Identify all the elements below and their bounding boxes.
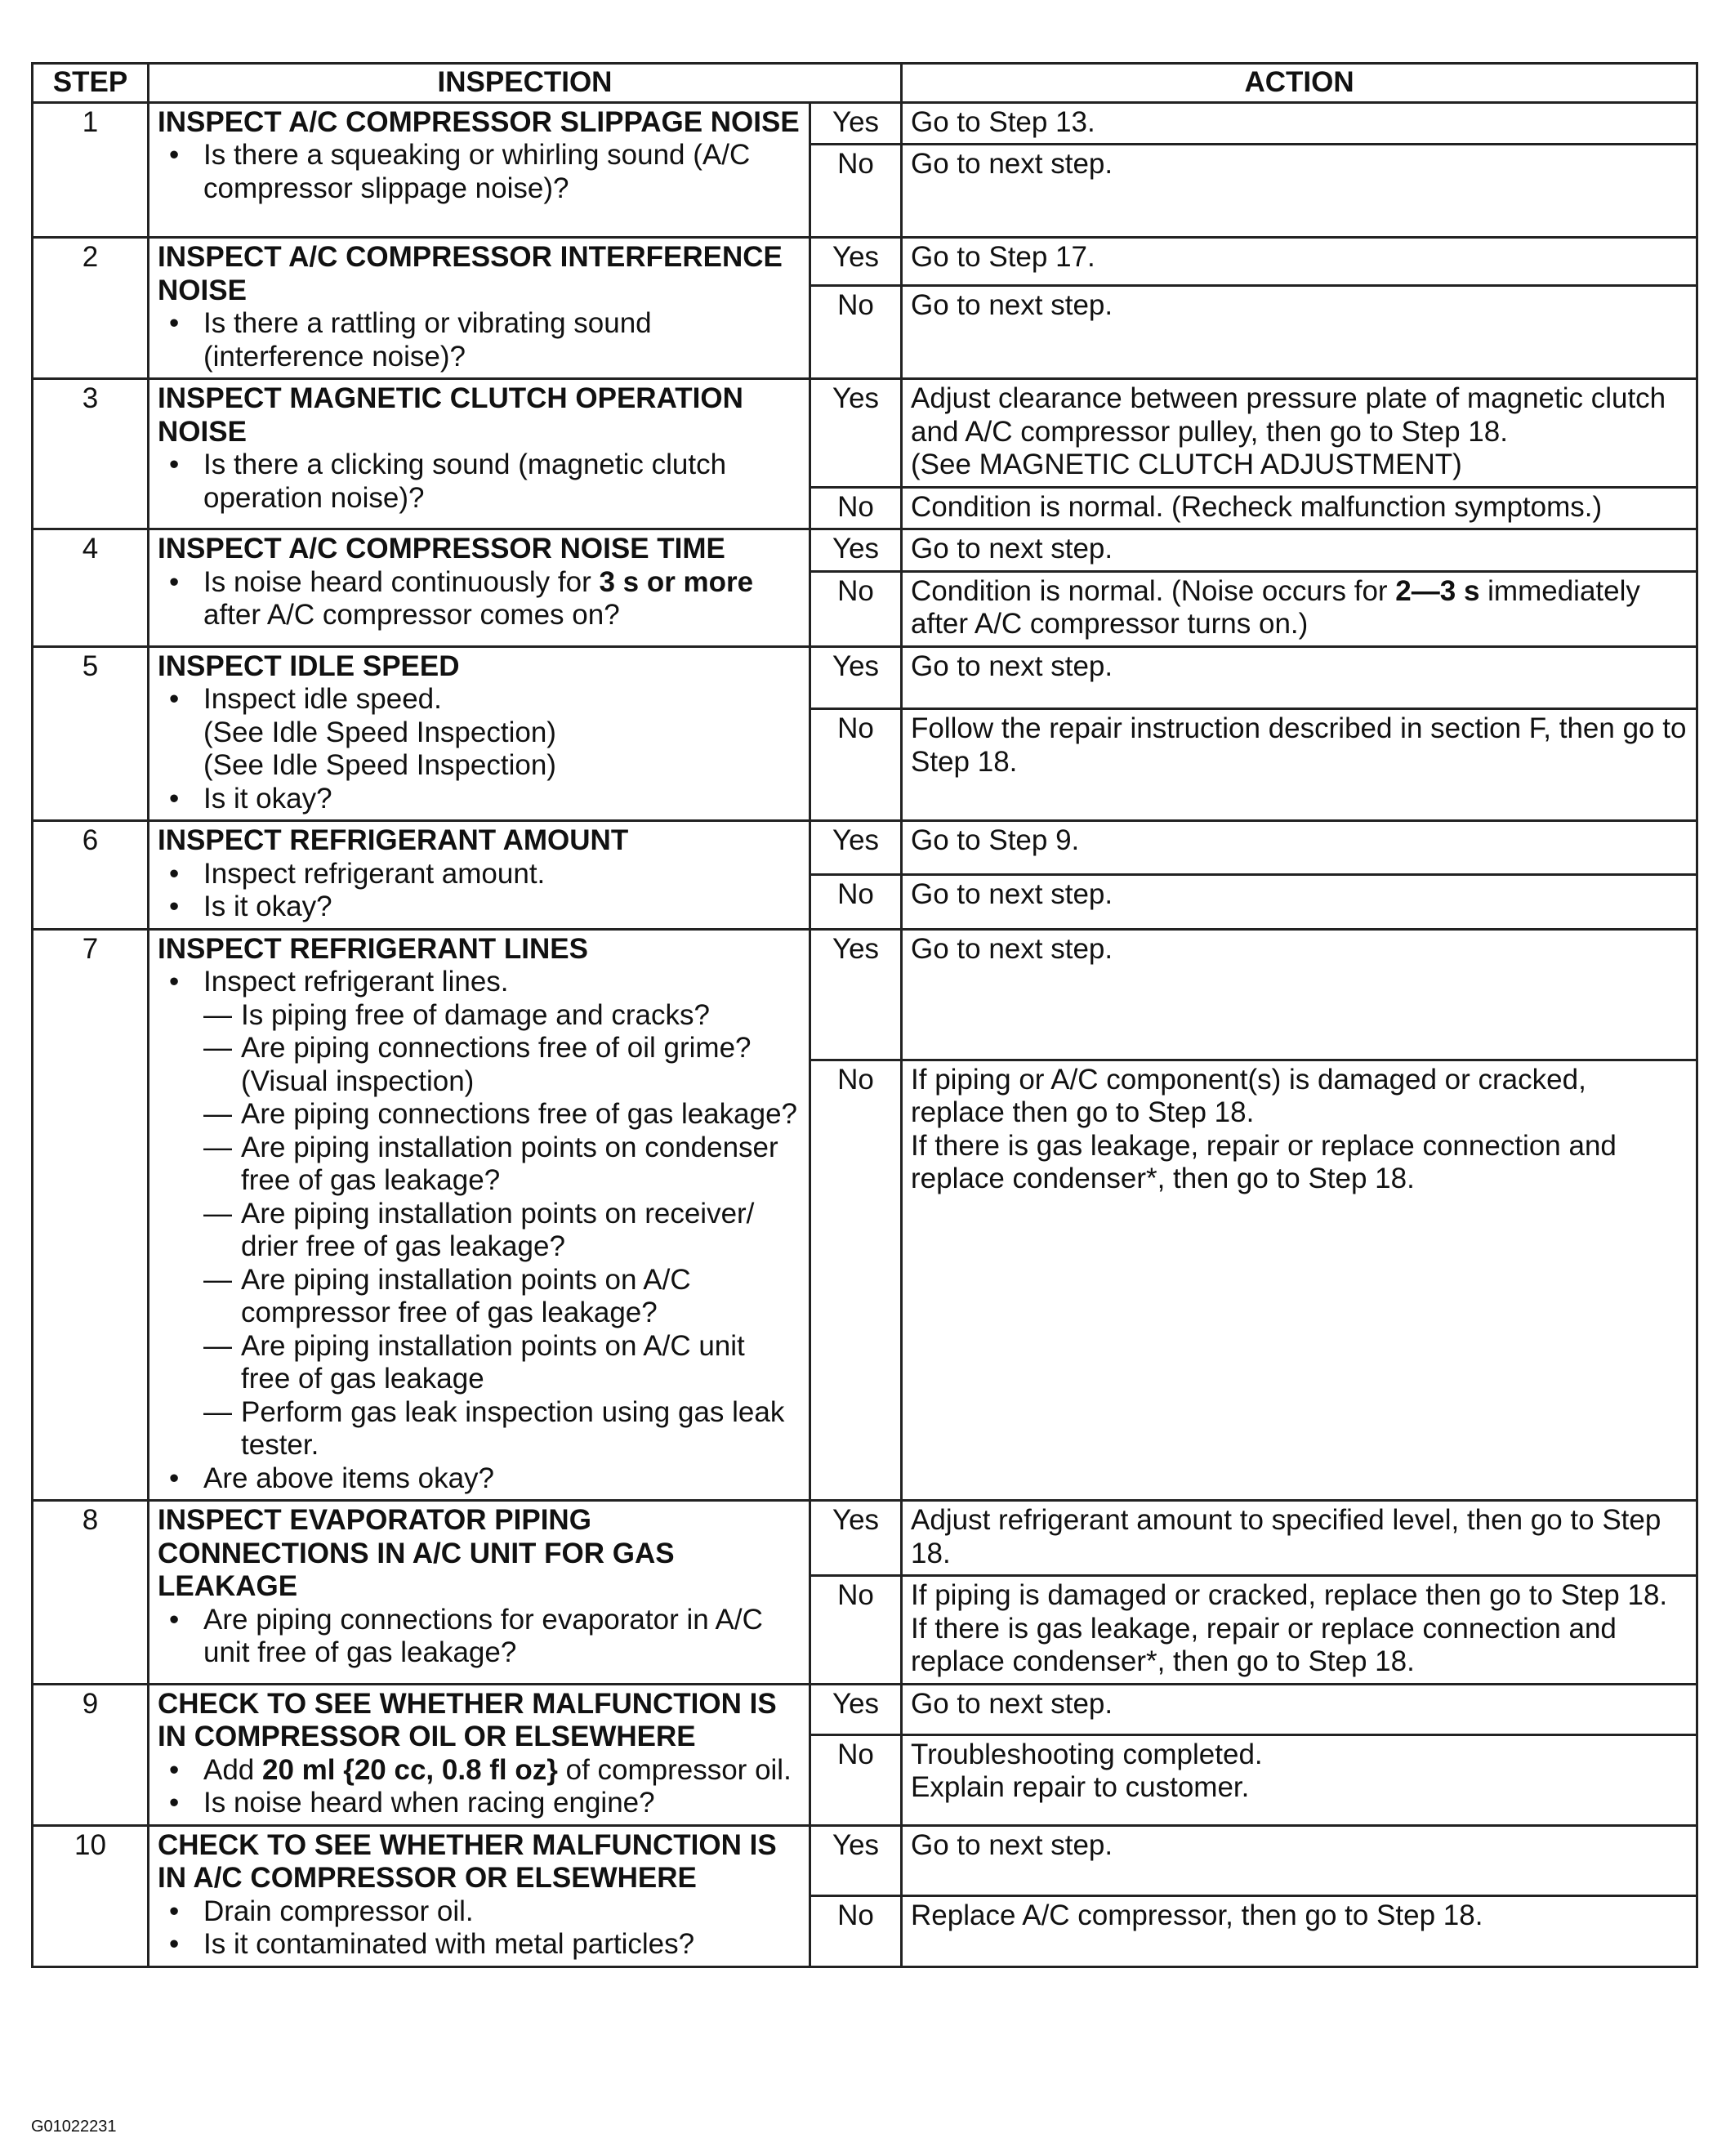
- step-number: 3: [33, 379, 149, 529]
- step-number: 9: [33, 1684, 149, 1825]
- action-line: If there is gas leakage, repair or replace connection and replace condenser*, then go to Step 18.: [911, 1612, 1617, 1677]
- check-item: — Are piping installation points on receiver/ drier free of gas leakage?: [158, 1198, 801, 1264]
- no-action: Go to next step.: [902, 875, 1697, 929]
- inspection-item: • Inspect refrigerant amount.: [158, 858, 801, 891]
- item-text: Is noise heard continuously for: [203, 565, 600, 598]
- inspection-item: • Is it contaminated with metal particles?: [158, 1928, 801, 1962]
- yes-label: Yes: [810, 529, 902, 572]
- table-row: [33, 238, 1697, 286]
- inspection-cell: [149, 929, 810, 1501]
- inspection-item: • Is noise heard when racing engine?: [158, 1787, 801, 1820]
- inspection-title: INSPECT REFRIGERANT LINES: [158, 932, 588, 965]
- inspection-cell: [149, 821, 810, 930]
- no-action: [902, 1060, 1697, 1500]
- inspection-item: • Are above items okay?: [158, 1462, 801, 1496]
- inspection-item: • Is there a squeaking or whirling sound (A/C compressor slippage noise)?: [158, 139, 801, 205]
- table-row: [33, 821, 1697, 875]
- inspection-item: • Drain compressor oil.: [158, 1895, 801, 1929]
- inspection-title: CHECK TO SEE WHETHER MALFUNCTION IS IN A/C COMPRESSOR OR ELSEWHERE: [158, 1828, 777, 1894]
- step-number: 7: [33, 929, 149, 1501]
- figure-code: G01022231: [31, 2118, 117, 2136]
- inspection-title: INSPECT A/C COMPRESSOR INTERFERENCE NOISE: [158, 241, 783, 306]
- see-reference: (See Idle Speed Inspection): [203, 749, 556, 781]
- table-row: [33, 1684, 1697, 1734]
- inspection-item: [158, 566, 801, 632]
- table-row: [33, 646, 1697, 709]
- yes-label: Yes: [810, 646, 902, 709]
- step-number: 10: [33, 1825, 149, 1966]
- no-label: No: [810, 709, 902, 821]
- check-item: — Are piping connections free of oil grime? (Visual inspection): [158, 1032, 801, 1098]
- inspection-title: CHECK TO SEE WHETHER MALFUNCTION IS IN COMPRESSOR OIL OR ELSEWHERE: [158, 1687, 777, 1752]
- no-action: Follow the repair instruction described in section F, then go to Step 18.: [902, 709, 1697, 821]
- yes-label: Yes: [810, 1825, 902, 1896]
- no-action: Condition is normal. (Recheck malfunction symptoms.): [902, 487, 1697, 529]
- item-bold: 20 ml {20 cc, 0.8 fl oz}: [262, 1753, 558, 1786]
- inspection-item: • Inspect refrigerant lines.: [158, 966, 801, 999]
- step-number: 4: [33, 529, 149, 647]
- yes-action: Go to next step.: [902, 646, 1697, 709]
- step-number: 5: [33, 646, 149, 821]
- yes-label: Yes: [810, 929, 902, 1060]
- troubleshooting-table: [31, 62, 1698, 1968]
- yes-action: Go to next step.: [902, 1684, 1697, 1734]
- yes-action: Go to Step 9.: [902, 821, 1697, 875]
- action-bold: 2—3 s: [1395, 574, 1480, 607]
- inspection-cell: [149, 1825, 810, 1966]
- inspection-cell: [149, 379, 810, 529]
- action-line: Adjust clearance between pressure plate of magnetic clutch and A/C compressor pulley, then go to Step 18.: [911, 382, 1666, 448]
- table-row: [33, 1825, 1697, 1896]
- inspection-title: INSPECT MAGNETIC CLUTCH OPERATION NOISE: [158, 382, 743, 448]
- no-label: No: [810, 145, 902, 238]
- yes-action: [902, 379, 1697, 488]
- no-label: No: [810, 1576, 902, 1685]
- yes-action: Go to Step 13.: [902, 102, 1697, 145]
- inspection-item: [158, 1754, 801, 1788]
- inspection-cell: [149, 238, 810, 379]
- inspection-cell: [149, 1684, 810, 1825]
- no-action: Go to next step.: [902, 286, 1697, 379]
- no-label: No: [810, 571, 902, 646]
- inspection-title: INSPECT IDLE SPEED: [158, 649, 460, 682]
- item-text: Add: [203, 1753, 262, 1786]
- step-number: 8: [33, 1501, 149, 1685]
- no-action: [902, 1576, 1697, 1685]
- inspection-item: • Are piping connections for evaporator in A/C unit free of gas leakage?: [158, 1604, 801, 1670]
- yes-label: Yes: [810, 1501, 902, 1576]
- inspection-title: INSPECT REFRIGERANT AMOUNT: [158, 824, 629, 856]
- inspection-title: INSPECT A/C COMPRESSOR SLIPPAGE NOISE: [158, 105, 800, 138]
- inspection-cell: [149, 102, 810, 238]
- inspection-item: • Is there a rattling or vibrating sound (interference noise)?: [158, 307, 801, 373]
- table-row: [33, 379, 1697, 488]
- action-text: Condition is normal. (Noise occurs for: [911, 574, 1396, 607]
- check-item: — Are piping installation points on A/C compressor free of gas leakage?: [158, 1264, 801, 1330]
- no-label: No: [810, 487, 902, 529]
- header-row: [33, 64, 1697, 103]
- no-action: [902, 1734, 1697, 1825]
- inspection-title: INSPECT EVAPORATOR PIPING CONNECTIONS IN A/C UNIT FOR GAS LEAKAGE: [158, 1504, 675, 1602]
- step-number: 2: [33, 238, 149, 379]
- inspection-item: • Is it okay?: [158, 891, 801, 924]
- see-reference: (See Idle Speed Inspection): [203, 716, 556, 748]
- yes-action: Go to next step.: [902, 529, 1697, 572]
- no-label: No: [810, 1060, 902, 1500]
- no-label: No: [810, 875, 902, 929]
- yes-label: Yes: [810, 379, 902, 488]
- inspection-item: • Is there a clicking sound (magnetic clutch operation noise)?: [158, 449, 801, 515]
- inspection-title: INSPECT A/C COMPRESSOR NOISE TIME: [158, 533, 725, 565]
- action-line: If piping or A/C component(s) is damaged or cracked, replace then go to Step 18.: [911, 1063, 1586, 1129]
- item-text: of compressor oil.: [557, 1753, 792, 1786]
- action-line: Explain repair to customer.: [911, 1771, 1250, 1804]
- action-line: (See MAGNETIC CLUTCH ADJUSTMENT): [911, 449, 1462, 480]
- yes-action: Go to next step.: [902, 1825, 1697, 1896]
- action-line: Troubleshooting completed.: [911, 1738, 1263, 1770]
- no-label: No: [810, 286, 902, 379]
- action-line: If piping is damaged or cracked, replace then go to Step 18.: [911, 1579, 1668, 1611]
- table-row: [33, 529, 1697, 572]
- yes-label: Yes: [810, 821, 902, 875]
- header-step: STEP: [33, 64, 149, 103]
- no-action: Go to next step.: [902, 145, 1697, 238]
- item-text: after A/C compressor comes on?: [203, 599, 620, 631]
- check-item: — Are piping connections free of gas leakage?: [158, 1098, 801, 1132]
- action-text: immediately after A/C compressor turns on.): [911, 574, 1640, 640]
- check-item: — Perform gas leak inspection using gas leak tester.: [158, 1396, 801, 1462]
- no-action: [902, 571, 1697, 646]
- inspection-cell: [149, 1501, 810, 1685]
- no-action: Replace A/C compressor, then go to Step 18.: [902, 1896, 1697, 1967]
- no-label: No: [810, 1734, 902, 1825]
- yes-label: Yes: [810, 102, 902, 145]
- no-label: No: [810, 1896, 902, 1967]
- yes-action: Go to next step.: [902, 929, 1697, 1060]
- check-item: — Are piping installation points on condenser free of gas leakage?: [158, 1132, 801, 1198]
- inspection-item: • Inspect idle speed.: [158, 683, 801, 716]
- action-line: If there is gas leakage, repair or replace connection and replace condenser*, then go to Step 18.: [911, 1129, 1617, 1195]
- inspection-cell: [149, 646, 810, 821]
- step-number: 6: [33, 821, 149, 930]
- table-row: [33, 929, 1697, 1060]
- inspection-cell: [149, 529, 810, 647]
- yes-label: Yes: [810, 1684, 902, 1734]
- check-item: — Are piping installation points on A/C unit free of gas leakage: [158, 1330, 801, 1396]
- table-row: [33, 102, 1697, 145]
- check-item: — Is piping free of damage and cracks?: [158, 999, 801, 1033]
- yes-label: Yes: [810, 238, 902, 286]
- yes-action: Go to Step 17.: [902, 238, 1697, 286]
- inspection-item: • Is it okay?: [158, 783, 801, 816]
- step-number: 1: [33, 102, 149, 238]
- item-bold: 3 s or more: [599, 565, 754, 598]
- table-row: [33, 1501, 1697, 1576]
- header-inspection: INSPECTION: [149, 64, 902, 103]
- yes-action: Adjust refrigerant amount to specified level, then go to Step 18.: [902, 1501, 1697, 1576]
- header-action: ACTION: [902, 64, 1697, 103]
